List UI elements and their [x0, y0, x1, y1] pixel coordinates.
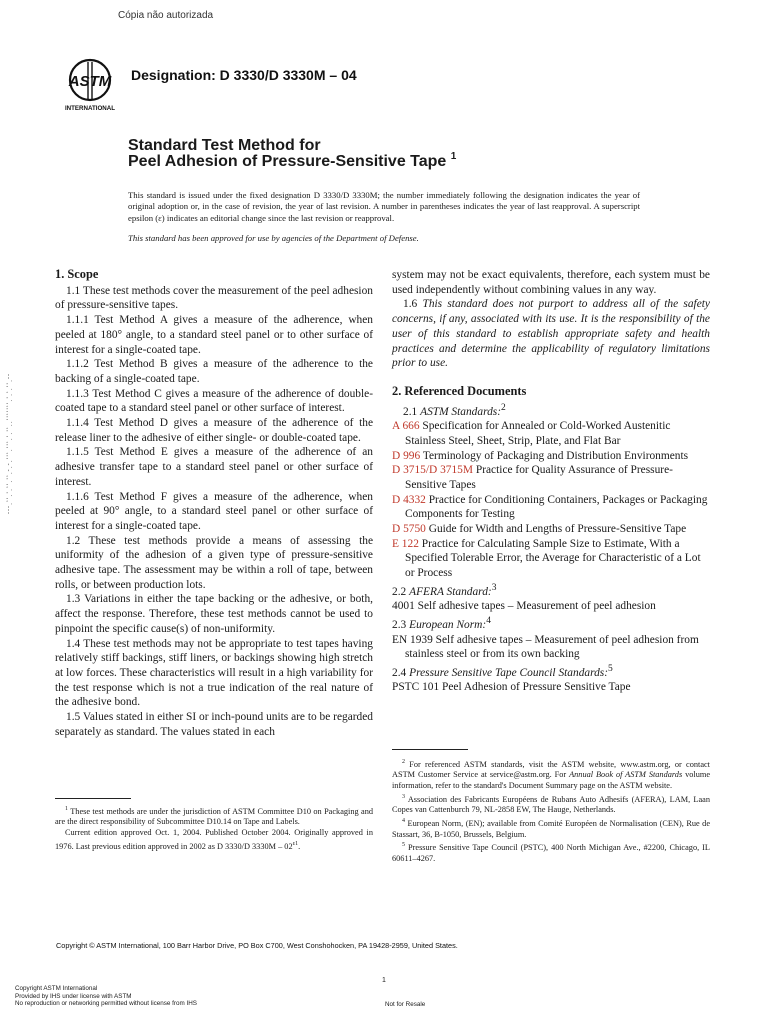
ref-pstc-101: PSTC 101 Peel Adhesion of Pressure Sensitive Tape: [392, 681, 631, 694]
ref-code-link[interactable]: D 5750: [392, 523, 426, 536]
section-2-1: 2.1 ASTM Standards:$^2$: [403, 402, 506, 418]
svg-text:INTERNATIONAL: INTERNATIONAL: [64, 105, 116, 112]
section-2-4: 2.4 Pressure Sensitive Tape Council Standards:$^5$: [392, 663, 613, 679]
footnote-2: $^2$ For referenced ASTM standards, visit the ASTM website, www.astm.org, or contact ASTM Customer Service at service@astm.org. For Annual Book of ASTM Standards volume information, refer to the standard's Document Summary page on the ASTM website.: [392, 759, 710, 791]
license-notice: [15, 985, 197, 1008]
scope-heading: 1. Scope: [55, 267, 99, 281]
footnote-1-edition: Current edition approved Oct. 1, 2004. Published October 2004. Originally approved in 1976. Last previous edition approved in 2002 as D 3330/D $3330M - 02^{\varepsilon 1}$.: [55, 828, 373, 851]
para-1-1-1: 1.1.1 Test Method A gives a measure of the adherence, when peeled at 180° angle, to a standard steel panel or to other surface of interest for a single-coated tape.: [55, 314, 373, 356]
copyright-line: Copyright © ASTM International, 100 Barr Harbor Drive, PO Box C700, West Conshohocken, PA 19428-2959, United States.: [56, 941, 458, 950]
svg-text:ASTM: ASTM: [68, 73, 112, 90]
section-2-2: 2.2 AFERA Standard:$^3$: [392, 582, 497, 598]
title-line-2: [128, 153, 456, 171]
page-number: 1: [382, 977, 386, 984]
dod-approval-note: This standard has been approved for use by agencies of the Department of Defense.: [128, 233, 419, 243]
para-1-5: 1.5 Values stated in either SI or inch-pound units are to be regarded separately as standard. The values stated in each: [55, 711, 373, 738]
license-line-3: No reproduction or networking permitted without license from IHS: [15, 1000, 197, 1008]
para-1-1-3: 1.1.3 Test Method C gives a measure of the adherence of double-coated tape to a standard steel panel or other surface of interest.: [55, 387, 373, 415]
title-line-1: Standard Test Method for: [128, 137, 321, 154]
footnotes-right: [392, 757, 710, 864]
ref-code-link[interactable]: E 122: [392, 537, 419, 550]
ref-d5750[interactable]: D 5750 Guide for Width and Lengths of Pressure-Sensitive Tape: [392, 523, 687, 536]
para-1-1: 1.1 These test methods cover the measurement of the peel adhesion of pressure-sensitive tapes.: [55, 284, 373, 312]
license-line-1: Copyright ASTM International: [15, 985, 98, 992]
title-footnote-mark: 1: [450, 151, 457, 162]
footnote-rule-right: [392, 749, 468, 750]
ref-code-link[interactable]: A 666: [392, 420, 420, 433]
not-for-resale: Not for Resale: [385, 1001, 426, 1008]
unauthorized-copy-notice: Cópia não autorizada: [118, 10, 214, 21]
astm-logo: [58, 54, 122, 118]
left-column: [55, 267, 373, 740]
ref-a666[interactable]: A 666 Specification for Annealed or Cold-Worked Austenitic Stainless Steel, Sheet, Strip, Plate, and Flat Bar: [392, 420, 671, 447]
para-1-1-2: 1.1.2 Test Method B gives a measure of the adherence to the backing of a single-coated tape.: [55, 358, 373, 385]
para-1-5-continued: system may not be exact equivalents, therefore, each system must be used independently without combining values in any way.: [392, 269, 710, 296]
ref-d3715[interactable]: D 3715/D 3715M Practice for Quality Assurance of Pressure-Sensitive Tapes: [392, 464, 673, 491]
footnote-4: $^4$ European Norm, (EN); available from Comité Européen de Normalisation (CEN), Rue de Stassart, 36, B-1050, Brussels, Belgium.: [392, 818, 711, 839]
para-1-1-4: 1.1.4 Test Method D gives a measure of the adherence of the release liner to the adhesive of either single- or double-coated tape.: [55, 417, 373, 444]
ref-code-link[interactable]: D 996: [392, 449, 421, 462]
ref-code-link[interactable]: D 3715/D 3715M: [392, 464, 474, 477]
designation-notice: This standard is issued under the fixed designation D 3330/D 3330M; the number immediately following the designation indicates the year of original adoption or, in the case of revision, the year of last revision. A number in parentheses indicates the year of last reapproval. A superscript epsilon (ε) indicates an editorial change since the last revision or reapproval.: [128, 190, 640, 223]
footnote-5: $^5$ Pressure Sensitive Tape Council (PSTC), 400 North Michigan Ave., #2200, Chicago, IL 60611–4267.: [392, 842, 710, 863]
title-text: Peel Adhesion of Pressure-Sensitive Tape: [128, 153, 447, 170]
ref-code-link[interactable]: D 4332: [392, 493, 426, 506]
ref-en-1939: EN 1939 Self adhesive tapes – Measurement of peel adhesion from stainless steel or from its own backing: [392, 633, 699, 661]
para-1-1-5: 1.1.5 Test Method E gives a measure of the adherence of an adhesive transfer tape to a standard steel panel or other surface of interest.: [55, 446, 373, 488]
margin-watermark-text: --`,,`,`,`,,,,,,,``,,`,`,,,`,,,`-`-`,,`,,`,`,,`---: [5, 374, 11, 515]
license-line-2: Provided by IHS under license with ASTM: [15, 992, 132, 1000]
footnotes-left: [55, 804, 373, 852]
ref-afera-4001: 4001 Self adhesive tapes – Measurement of peel adhesion: [392, 600, 656, 613]
para-1-6: 1.6 This standard does not purport to address all of the safety concerns, if any, associated with its use. It is the responsibility of the user of this standard to establish appropriate safety and health practices and determine the applicability of regulatory limitations prior to use.: [392, 298, 710, 370]
para-1-4: 1.4 These test methods may not be appropriate to test tapes having relatively stiff backings, stiff liners, or backings showing high stretch at low forces. These characteristics will result in a high variability for the test response which is not a true indication of the real nature of the adhesive bond.: [55, 637, 373, 709]
ref-e122[interactable]: E 122 Practice for Calculating Sample Size to Estimate, With a Specified Tolerable Error, the Average for Characteristic of a Lot or Process: [392, 537, 701, 580]
section-2-3: 2.3 European Norm:$^4$: [392, 616, 491, 631]
para-1-2: 1.2 These test methods provide a means of assessing the uniformity of the adhesion of a given type of pressure-sensitive adhesive tape. The assessment may be within a roll of tape, between rolls, or between production lots.: [55, 534, 373, 591]
ref-d996[interactable]: D 996 Terminology of Packaging and Distribution Environments: [392, 449, 689, 462]
ref-d4332[interactable]: D 4332 Practice for Conditioning Containers, Packages or Packaging Components for Testing: [392, 493, 708, 521]
para-1-1-6: 1.1.6 Test Method F gives a measure of the adherence, when peeled at 90° angle, to a standard steel panel or other surface of interest for a single-coated tape.: [55, 490, 373, 532]
designation: Designation: D 3330/D 3330M – 04: [131, 67, 357, 83]
footnote-rule-left: [55, 798, 131, 799]
para-1-3: 1.3 Variations in either the tape backing or the adhesive, or both, affect the response. Therefore, these test methods cannot be used to pinpoint the specific cause(s) of non-uniformity.: [55, 593, 373, 635]
right-column: [392, 268, 710, 695]
footnote-3: $^3$ Association des Fabricants Européens de Rubans Auto Adhesifs (AFERA), LAM, Laan Copes van Cattenburch 79, NL-2858 EW, The Hauge, Netherlands.: [392, 793, 710, 815]
footnote-1: $^1$ These test methods are under the jurisdiction of ASTM Committee D10 on Packaging and are the direct responsibility of Subcommittee D10.14 on Tape and Labels.: [55, 806, 373, 827]
referenced-documents-heading: 2. Referenced Documents: [392, 383, 527, 398]
